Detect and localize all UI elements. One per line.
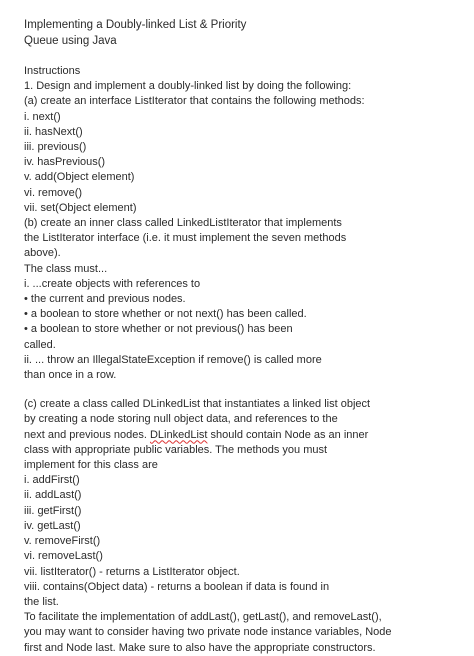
text-line: first and Node last. Make sure to also have the appropriate constructors.: [24, 641, 376, 654]
list-item: i. next(): [24, 110, 61, 123]
list-item: iv. hasPrevious(): [24, 156, 106, 169]
spacer: [24, 49, 464, 64]
text-line: [24, 428, 464, 443]
text-line: called.: [24, 338, 56, 351]
document-title-line-1: Implementing a Doubly-linked List & Priority: [24, 19, 247, 31]
text-line: the ListIterator interface (i.e. it must implement the seven methods: [24, 232, 347, 245]
text-line: 1. Design and implement a doubly-linked list by doing the following:: [24, 80, 352, 93]
text-line: above).: [24, 247, 61, 260]
text-line: The class must...: [24, 262, 108, 275]
list-item: v. removeFirst(): [24, 535, 101, 548]
list-item: iv. getLast(): [24, 519, 81, 532]
text-segment: next and previous nodes.: [24, 428, 150, 441]
text-line: (b) create an inner class called LinkedListIterator that implements: [24, 217, 342, 230]
list-item: viii. contains(Object data) - returns a boolean if data is found in: [24, 580, 330, 593]
bullet-item: • a boolean to store whether or not previous() has been: [24, 323, 293, 336]
list-item: iii. previous(): [24, 141, 87, 154]
list-item: vii. set(Object element): [24, 201, 137, 214]
document-title-line-2: Queue using Java: [24, 34, 117, 47]
list-item: i. addFirst(): [24, 474, 80, 487]
text-line: by creating a node storing null object data, and references to the: [24, 413, 338, 426]
list-item: vi. removeLast(): [24, 550, 103, 563]
spellcheck-flagged-word: DLinkedList: [149, 428, 208, 441]
text-line: than once in a row.: [24, 369, 117, 382]
text-segment: should contain Node as an inner: [207, 428, 369, 441]
text-line: (c) create a class called DLinkedList that instantiates a linked list object: [24, 398, 371, 411]
list-item: vi. remove(): [24, 186, 83, 199]
list-item: vii. listIterator() - returns a ListIterator object.: [24, 565, 240, 578]
instructions-part-ab: [24, 79, 464, 383]
document-body: [24, 18, 464, 656]
list-item: v. add(Object element): [24, 171, 135, 184]
text-line: the list.: [24, 595, 59, 608]
instructions-heading: Instructions: [24, 65, 81, 77]
instructions-part-c: [24, 397, 464, 655]
text-line: implement for this class are: [24, 459, 158, 472]
text-line: To facilitate the implementation of addLast(), getLast(), and removeLast(),: [24, 611, 382, 624]
list-item: ii. addLast(): [24, 489, 82, 502]
list-item: ii. hasNext(): [24, 125, 83, 138]
text-line: you may want to consider having two private node instance variables, Node: [24, 626, 392, 639]
spacer: [24, 383, 464, 397]
bullet-item: • a boolean to store whether or not next() has been called.: [24, 308, 307, 321]
list-item: iii. getFirst(): [24, 504, 82, 517]
bullet-item: • the current and previous nodes.: [24, 293, 186, 306]
list-item: ii. ... throw an IllegalStateException if remove() is called more: [24, 353, 322, 366]
list-item: i. ...create objects with references to: [24, 277, 201, 290]
text-line: class with appropriate public variables. The methods you must: [24, 443, 328, 456]
text-line: (a) create an interface ListIterator that contains the following methods:: [24, 95, 365, 108]
